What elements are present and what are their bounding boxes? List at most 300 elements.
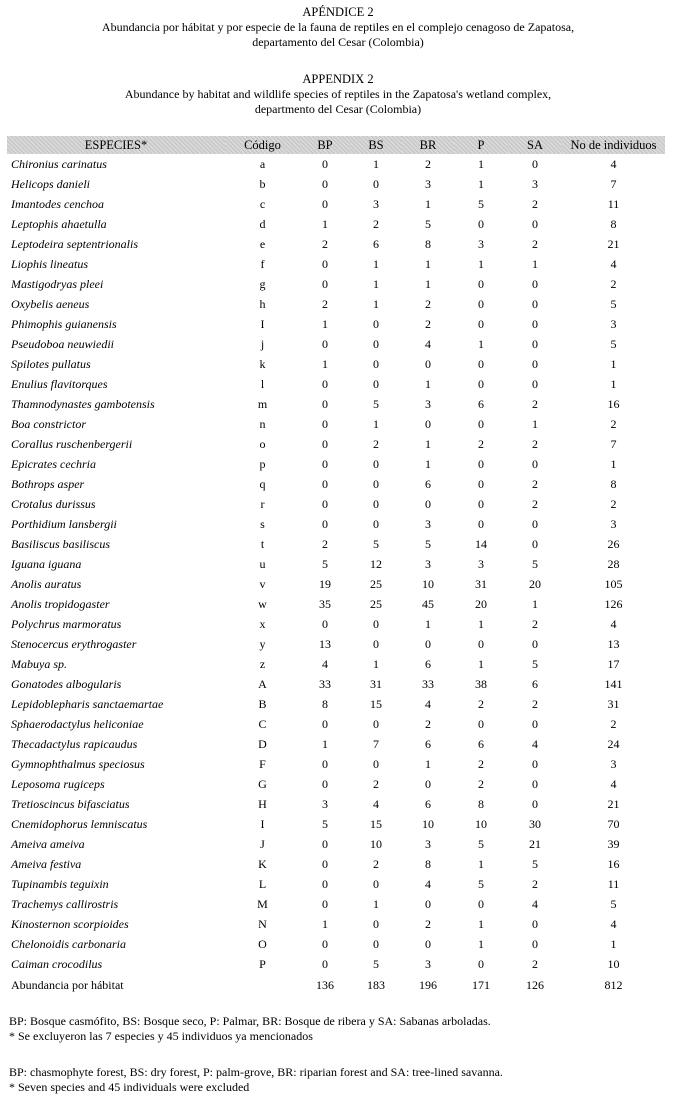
value-bp: 4 (322, 656, 328, 671)
value-individuals: 1 (610, 376, 617, 391)
value-br: 0 (425, 776, 431, 791)
species-name: Thamnodynastes gambotensis (11, 396, 155, 411)
species-code: B (258, 696, 267, 711)
value-individuals: 1 (610, 936, 617, 951)
value-bs: 4 (373, 796, 379, 811)
value-bp: 8 (322, 696, 328, 711)
value-p: 1 (478, 156, 484, 171)
species-name: Kinosternon scorpioides (11, 916, 129, 931)
title-line-1-en: Abundance by habitat and wildlife species of reptiles in the Zapatosa's wetland complex, (124, 87, 552, 101)
value-p: 3 (478, 236, 484, 251)
species-code: e (259, 236, 266, 251)
value-individuals: 5 (610, 896, 617, 911)
value-sa: 20 (529, 576, 541, 591)
value-br: 0 (425, 416, 431, 431)
value-sa: 4 (532, 896, 538, 911)
value-sa: 0 (532, 316, 538, 331)
value-p: 3 (478, 556, 484, 571)
value-individuals: 13 (607, 636, 620, 651)
total-label: Abundancia por hábitat (11, 977, 124, 992)
species-name: Mabuya sp. (11, 656, 67, 671)
table-row (7, 914, 665, 934)
value-br: 1 (425, 376, 431, 391)
value-bp: 0 (322, 476, 328, 491)
value-br: 1 (425, 436, 431, 451)
value-sa: 2 (532, 616, 538, 631)
value-bs: 31 (370, 676, 382, 691)
value-sa: 0 (532, 156, 538, 171)
value-br: 6 (425, 476, 431, 491)
species-name: Gymnophthalmus speciosus (11, 756, 145, 771)
value-bs: 1 (373, 896, 379, 911)
species-code: q (259, 476, 266, 491)
title-line-1-es: Abundancia por hábitat y por especie de la fauna de reptiles en el complejo cenagoso de Zapatosa, (101, 20, 575, 34)
species-code: j (260, 336, 265, 351)
value-bp: 2 (322, 536, 328, 551)
species-name: Polychrus marmoratus (11, 616, 122, 631)
header-species: ESPECIES* (7, 136, 225, 154)
value-br: 3 (425, 396, 431, 411)
table-row (7, 294, 665, 314)
notes-spanish (9, 1014, 669, 1044)
value-p: 0 (478, 416, 484, 431)
value-sa: 5 (532, 656, 538, 671)
table-row (7, 894, 665, 914)
table-header-row (7, 136, 665, 154)
species-code: L (258, 876, 267, 891)
value-bp: 1 (322, 356, 328, 371)
value-p: 1 (478, 856, 484, 871)
value-individuals: 141 (604, 676, 623, 691)
value-individuals: 7 (610, 176, 617, 191)
value-sa: 0 (532, 916, 538, 931)
table-row (7, 554, 665, 574)
value-bp: 0 (322, 856, 328, 871)
species-name: Epicrates cechria (11, 456, 96, 471)
value-br: 0 (425, 896, 431, 911)
value-bp: 0 (322, 496, 328, 511)
value-bp: 0 (322, 896, 328, 911)
table-row (7, 514, 665, 534)
value-sa: 0 (532, 296, 538, 311)
value-br: 6 (425, 796, 431, 811)
species-code: O (258, 936, 267, 951)
value-br: 0 (425, 496, 431, 511)
table-row (7, 574, 665, 594)
species-name: Tupinambis teguixin (11, 876, 109, 891)
value-bs: 12 (370, 556, 382, 571)
value-individuals: 21 (607, 236, 620, 251)
value-individuals: 26 (607, 536, 620, 551)
note-abbreviations-es: BP: Bosque casmófito, BS: Bosque seco, P: Palmar, BR: Bosque de ribera y SA: Sabanas arboladas. (9, 1014, 491, 1028)
value-individuals: 11 (607, 196, 620, 211)
species-name: Ameiva festiva (11, 856, 82, 871)
value-sa: 5 (532, 856, 538, 871)
value-br: 2 (425, 716, 431, 731)
species-code: F (259, 756, 266, 771)
value-bp: 5 (322, 816, 328, 831)
species-name: Liophis lineatus (11, 256, 89, 271)
value-p: 0 (478, 956, 484, 971)
value-br: 2 (425, 156, 431, 171)
value-individuals: 11 (607, 876, 620, 891)
table-row (7, 314, 665, 334)
value-sa: 1 (532, 596, 538, 611)
value-p: 0 (478, 896, 484, 911)
value-br: 3 (425, 176, 431, 191)
value-sa: 0 (532, 516, 538, 531)
value-bs: 0 (373, 876, 379, 891)
value-p: 5 (478, 196, 484, 211)
value-sa: 1 (532, 256, 538, 271)
species-code: I (260, 316, 265, 331)
value-bp: 5 (322, 556, 328, 571)
species-code: t (260, 536, 265, 551)
species-code: C (258, 716, 267, 731)
species-name: Corallus ruschenbergerii (11, 436, 133, 451)
value-p: 14 (475, 536, 487, 551)
value-p: 0 (478, 716, 484, 731)
species-code: M (257, 896, 268, 911)
value-bs: 2 (373, 776, 379, 791)
value-p: 0 (478, 516, 484, 531)
value-p: 0 (478, 496, 484, 511)
value-br: 6 (425, 736, 431, 751)
value-p: 6 (478, 396, 484, 411)
species-name: Porthidium lansbergii (11, 516, 117, 531)
value-bp: 0 (322, 276, 328, 291)
value-bs: 6 (373, 236, 379, 251)
value-p: 20 (475, 596, 487, 611)
value-sa: 0 (532, 716, 538, 731)
table-row (7, 414, 665, 434)
value-sa: 0 (532, 216, 538, 231)
table-row (7, 874, 665, 894)
total-individuals: 812 (604, 977, 623, 992)
value-individuals: 28 (607, 556, 620, 571)
table-row (7, 494, 665, 514)
species-name: Phimophis guianensis (11, 316, 117, 331)
value-p: 0 (478, 276, 484, 291)
value-bs: 25 (370, 596, 382, 611)
appendix-label-en: APPENDIX 2 (302, 72, 374, 86)
species-name: Bothrops asper (11, 476, 85, 491)
value-p: 2 (478, 436, 484, 451)
header-br: BR (402, 136, 454, 154)
value-sa: 2 (532, 196, 538, 211)
value-bs: 0 (373, 756, 379, 771)
table-row (7, 214, 665, 234)
species-name: Trachemys callirostris (11, 896, 119, 911)
value-bp: 19 (319, 576, 331, 591)
table-row (7, 934, 665, 954)
value-br: 0 (425, 936, 431, 951)
table-row (7, 354, 665, 374)
value-sa: 30 (529, 816, 541, 831)
value-sa: 2 (532, 476, 538, 491)
table-row (7, 454, 665, 474)
value-individuals: 2 (610, 276, 617, 291)
species-code: c (259, 196, 266, 211)
table-row (7, 154, 665, 174)
species-code: K (258, 856, 267, 871)
total-row (7, 974, 665, 996)
value-bs: 15 (370, 816, 382, 831)
species-name: Crotalus durissus (11, 496, 96, 511)
value-bs: 0 (373, 636, 379, 651)
table-row (7, 674, 665, 694)
abundance-table (7, 136, 665, 996)
species-name: Sphaerodactylus heliconiae (11, 716, 144, 731)
value-p: 10 (475, 816, 487, 831)
species-name: Tretioscincus bifasciatus (11, 796, 130, 811)
value-bp: 0 (322, 336, 328, 351)
value-p: 5 (478, 876, 484, 891)
value-p: 1 (478, 656, 484, 671)
value-sa: 5 (532, 556, 538, 571)
table-row (7, 334, 665, 354)
species-code: u (259, 556, 266, 571)
value-br: 4 (425, 876, 431, 891)
species-name: Chelonoidis carbonaria (11, 936, 127, 951)
value-bs: 0 (373, 356, 379, 371)
value-br: 5 (425, 536, 431, 551)
value-sa: 4 (532, 736, 538, 751)
value-p: 1 (478, 936, 484, 951)
species-code: A (258, 676, 267, 691)
value-p: 1 (478, 616, 484, 631)
value-bs: 0 (373, 376, 379, 391)
value-bs: 10 (370, 836, 382, 851)
value-br: 4 (425, 696, 431, 711)
species-name: Anolis tropidogaster (11, 596, 110, 611)
value-p: 6 (478, 736, 484, 751)
value-bp: 2 (322, 296, 328, 311)
value-individuals: 8 (610, 216, 617, 231)
value-bp: 0 (322, 436, 328, 451)
species-name: Cnemidophorus lemniscatus (11, 816, 148, 831)
value-br: 3 (425, 956, 431, 971)
value-br: 1 (425, 756, 431, 771)
value-individuals: 16 (607, 856, 620, 871)
table-row (7, 734, 665, 754)
value-br: 10 (422, 816, 434, 831)
value-p: 5 (478, 836, 484, 851)
table-row (7, 594, 665, 614)
value-bs: 0 (373, 716, 379, 731)
value-sa: 2 (532, 956, 538, 971)
value-bs: 1 (373, 156, 379, 171)
value-p: 0 (478, 476, 484, 491)
table-row (7, 474, 665, 494)
table-body (7, 154, 665, 974)
value-bs: 2 (373, 216, 379, 231)
value-individuals: 5 (610, 296, 617, 311)
value-bp: 35 (319, 596, 331, 611)
value-sa: 0 (532, 796, 538, 811)
table-row (7, 794, 665, 814)
species-code: b (259, 176, 266, 191)
species-code: s (260, 516, 265, 531)
species-name: Stenocercus erythrogaster (11, 636, 137, 651)
table-row (7, 714, 665, 734)
value-bp: 0 (322, 836, 328, 851)
value-br: 10 (422, 576, 434, 591)
value-br: 5 (425, 216, 431, 231)
value-bs: 5 (373, 396, 379, 411)
species-code: a (259, 156, 266, 171)
note-exclusion-en: * Seven species and 45 individuals were excluded (9, 1080, 250, 1094)
value-br: 6 (425, 656, 431, 671)
value-p: 2 (478, 696, 484, 711)
value-bs: 1 (373, 276, 379, 291)
value-p: 1 (478, 916, 484, 931)
value-individuals: 17 (607, 656, 620, 671)
table-row (7, 634, 665, 654)
value-individuals: 4 (610, 616, 617, 631)
value-bp: 0 (322, 396, 328, 411)
table-row (7, 534, 665, 554)
value-bp: 33 (319, 676, 331, 691)
value-bp: 0 (322, 956, 328, 971)
table-row (7, 814, 665, 834)
value-individuals: 126 (604, 596, 623, 611)
total-p: 171 (472, 977, 490, 992)
value-sa: 3 (532, 176, 538, 191)
value-individuals: 2 (610, 496, 617, 511)
value-bs: 0 (373, 516, 379, 531)
value-p: 0 (478, 456, 484, 471)
total-bp: 136 (316, 977, 334, 992)
species-name: Iguana iguana (11, 556, 82, 571)
species-name: Leptodeira septentrionalis (11, 236, 138, 251)
species-code: o (259, 436, 266, 451)
title-line-2-es: departamento del Cesar (Colombia) (252, 35, 424, 49)
value-individuals: 39 (607, 836, 620, 851)
value-p: 1 (478, 256, 484, 271)
value-bs: 1 (373, 296, 379, 311)
value-br: 45 (422, 596, 434, 611)
value-br: 2 (425, 296, 431, 311)
value-individuals: 4 (610, 916, 617, 931)
species-name: Caiman crocodilus (11, 956, 103, 971)
value-br: 3 (425, 556, 431, 571)
value-br: 4 (425, 336, 431, 351)
value-individuals: 8 (610, 476, 617, 491)
value-bp: 0 (322, 156, 328, 171)
value-bs: 1 (373, 416, 379, 431)
table-row (7, 834, 665, 854)
table-row (7, 274, 665, 294)
species-name: Lepidoblepharis sanctaemartae (11, 696, 164, 711)
value-br: 8 (425, 236, 431, 251)
species-name: Thecadactylus rapicaudus (11, 736, 138, 751)
value-p: 0 (478, 296, 484, 311)
total-br: 196 (419, 977, 437, 992)
species-code: w (258, 596, 267, 611)
species-code: P (259, 956, 266, 971)
table-row (7, 174, 665, 194)
table-row (7, 374, 665, 394)
table-row (7, 694, 665, 714)
header-bs: BS (350, 136, 402, 154)
table-row (7, 754, 665, 774)
species-name: Leposoma rugiceps (11, 776, 105, 791)
value-individuals: 31 (607, 696, 620, 711)
value-bp: 0 (322, 256, 328, 271)
value-individuals: 4 (610, 776, 617, 791)
value-sa: 0 (532, 636, 538, 651)
value-bs: 2 (373, 436, 379, 451)
value-p: 0 (478, 356, 484, 371)
note-exclusion-es: * Se excluyeron las 7 especies y 45 individuos ya mencionados (9, 1029, 313, 1043)
species-code: I (260, 816, 265, 831)
species-code: G (258, 776, 267, 791)
value-bp: 0 (322, 776, 328, 791)
value-bs: 0 (373, 336, 379, 351)
species-name: Enulius flavitorques (11, 376, 108, 391)
value-br: 1 (425, 256, 431, 271)
value-sa: 0 (532, 456, 538, 471)
species-name: Imantodes cenchoa (11, 196, 104, 211)
value-bp: 1 (322, 736, 328, 751)
value-p: 8 (478, 796, 484, 811)
value-br: 1 (425, 276, 431, 291)
value-sa: 21 (529, 836, 541, 851)
value-p: 31 (475, 576, 487, 591)
value-p: 0 (478, 316, 484, 331)
species-code: p (259, 456, 266, 471)
value-bs: 0 (373, 176, 379, 191)
value-sa: 0 (532, 776, 538, 791)
value-individuals: 2 (610, 716, 617, 731)
species-name: Mastigodryas pleei (11, 276, 104, 291)
value-bs: 5 (373, 956, 379, 971)
table-row (7, 774, 665, 794)
table-row (7, 394, 665, 414)
species-code: N (258, 916, 267, 931)
species-name: Leptophis ahaetulla (11, 216, 107, 231)
species-code: h (259, 296, 266, 311)
value-p: 2 (478, 776, 484, 791)
header-bp: BP (300, 136, 350, 154)
value-br: 1 (425, 456, 431, 471)
value-bp: 2 (322, 236, 328, 251)
value-sa: 2 (532, 396, 538, 411)
species-name: Basiliscus basiliscus (11, 536, 111, 551)
value-individuals: 10 (607, 956, 620, 971)
species-name: Pseudoboa neuwiedii (11, 336, 114, 351)
header-p: P (454, 136, 508, 154)
value-p: 1 (478, 176, 484, 191)
value-sa: 1 (532, 416, 538, 431)
species-code: y (259, 636, 266, 651)
value-bp: 0 (322, 936, 328, 951)
value-sa: 2 (532, 436, 538, 451)
value-bs: 25 (370, 576, 382, 591)
species-code: D (258, 736, 267, 751)
value-bp: 0 (322, 756, 328, 771)
species-code: l (260, 376, 265, 391)
value-p: 1 (478, 336, 484, 351)
species-code: d (259, 216, 266, 231)
value-sa: 0 (532, 536, 538, 551)
value-bp: 1 (322, 216, 328, 231)
value-p: 0 (478, 636, 484, 651)
appendix-label-es: APÉNDICE 2 (302, 5, 374, 19)
value-individuals: 7 (610, 436, 617, 451)
value-bs: 2 (373, 856, 379, 871)
